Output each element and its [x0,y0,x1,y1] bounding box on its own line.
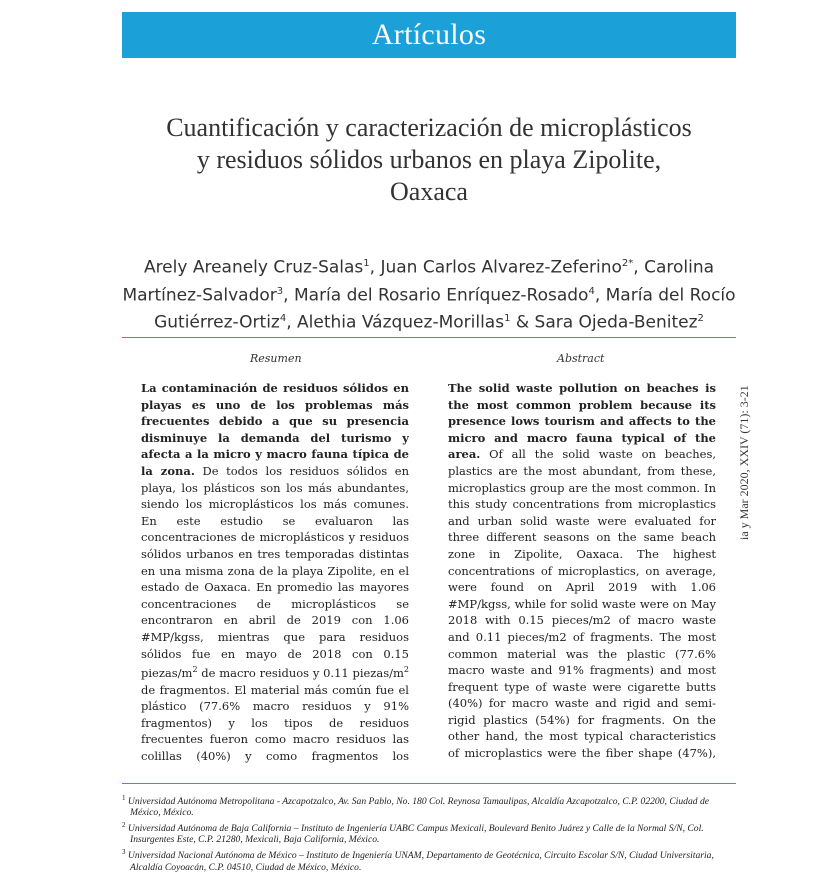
author-name: Alethia Vázquez-Morillas [297,312,505,333]
author-affiliation: 1 [504,313,511,325]
footnote: $^1$ Universidad Autónoma Metropolitana - Azcapotzalco, Av. San Pablo, No. 180 Col. Reynosa Tamaulipas, Alcaldía Azcapotzalco, C.P. 02200, Ciudad de México, México. [122,794,710,819]
author-affiliation: 4 [279,313,287,325]
author-affiliation: 2 [697,313,704,325]
author-name: María del Rosario Enríquez-Rosado [293,285,589,306]
author-name: Carolina Martínez-Salvador [122,257,715,306]
section-divider [122,337,736,338]
title-line: y residuos sólidos urbanos en playa Zipolite, [196,145,662,174]
author-affiliation: 4 [588,285,595,297]
author-affiliation: 2* [621,258,634,269]
author-name: Juan Carlos Alvarez-Zeferino [380,257,622,278]
footnote: $^2$ Universidad Autónoma de Baja California – Instituto de Ingeniería UABC Campus Mexicali, Boulevard Benito Juárez y Calle de la Normal S/N, Col. Insurgentes Este, C.P. 21280, Mexicali, Baja California, México. [122,821,704,846]
author-name: Sara Ojeda-Benitez [534,312,698,333]
footnote: $^3$ Universidad Nacional Autónoma de México – Instituto de Ingeniería UNAM, Departamento de Geotécnica, Circuito Escolar S/N, Ciudad Universitaria, Alcaldía Coyoacán, C.P. 04510, Ciudad de México, México. [122,848,714,873]
resumen-heading: Resumen [250,352,302,365]
journal-citation: ia y Mar 2020, XXIV (71): 3-21 [737,385,751,540]
resumen-lead: La contaminación de residuos sólidos en playas es uno de los problemas más frecuentes debido a que su presencia disminuye la demanda del turismo y afecta a la micro y macro fauna típica de la zona. [141,381,409,478]
section-banner-label: Artículos [371,18,487,51]
abstract-lead: The solid waste pollution on beaches is the most common problem because its presence lows tourism and affects to the micro and macro fauna typical of the area. [448,381,716,462]
article-title [122,112,736,208]
resumen-text: La contaminación de residuos sólidos en playas es uno de los problemas más frecuentes debido a que su presencia disminuye la demanda del turismo y afecta a la micro y macro fauna típica de la zona. De todos los residuos sólidos en playa, los plásticos son los más abundantes, siendo los microplásticos los más comunes. En este estudio se evaluaron las concentraciones de microplásticos y residuos sólidos urbanos en tres temporadas distintas en una misma zona de la playa Zipolite, en el estado de Oaxaca. En promedio las mayores concentraciones de microplásticos se encontraron en abril de 2019 con 1.06 #MP/kgss, mientras que para residuos sólidos fue en mayo de 2018 con 0.15 piezas/$m^2$ de macro residuos y 0.11 piezas/$m^2$ de fragmentos. El material más común fue el plástico (77.6% macro residuos y 91% fragmentos) y los tipos de residuos frecuentes fueron como macro residuos las colillas (40%) y como fragmentos los [141,381,409,763]
footnotes [122,793,736,875]
author-affiliation: 3 [276,285,284,297]
section-banner [122,12,736,58]
abstract-text: The solid waste pollution on beaches is the most common problem because its presence lows tourism and affects to the micro and macro fauna typical of the area. Of all the solid waste on beaches, plastics are the most abundant, from these, microplastics group are the most common. In this study concentrations from microplastics and urban solid waste were evaluated for three different seasons on the same beach zone in Zipolite, Oaxaca. The highest concentrations of microplastics, on average, were found on April 2019 with 1.06 #MP/kgss, while for solid waste were on May 2018 with 0.15 pieces/m2 of macro waste and 0.11 pieces/m2 of fragments. The most common material was the plastic (77.6% macro waste and 91% fragments) and most frequent type of waste were cigarette butts (40%) for macro waste and rigid and semi-rigid plastics (54%) for fragments. On the other hand, the most typical characteristics of microplastics were the fiber shape (47%), [448,381,716,761]
author-name: Arely Areanely Cruz-Salas [143,257,364,278]
author-list: Arely Areanely Cruz-Salas$^1$, Juan Carlos Alvarez-Zeferino$^{2*}$, Carolina Martínez-Salvador$^3$, María del Rosario Enríquez-Rosado$^4$, María del Rocío Gutiérrez-Ortiz$^4$, Alethia Vázquez-Morillas$^1$ & Sara Ojeda-Benitez$^2$ [122,257,736,333]
author-name: María del Rocío Gutiérrez-Ortiz [154,285,736,333]
title-line: Cuantificación y caracterización de microplásticos [166,113,692,142]
footnote-divider [122,783,736,784]
author-affiliation: 1 [363,258,370,269]
abstract-heading: Abstract [557,352,605,365]
title-line: Oaxaca [390,177,468,206]
